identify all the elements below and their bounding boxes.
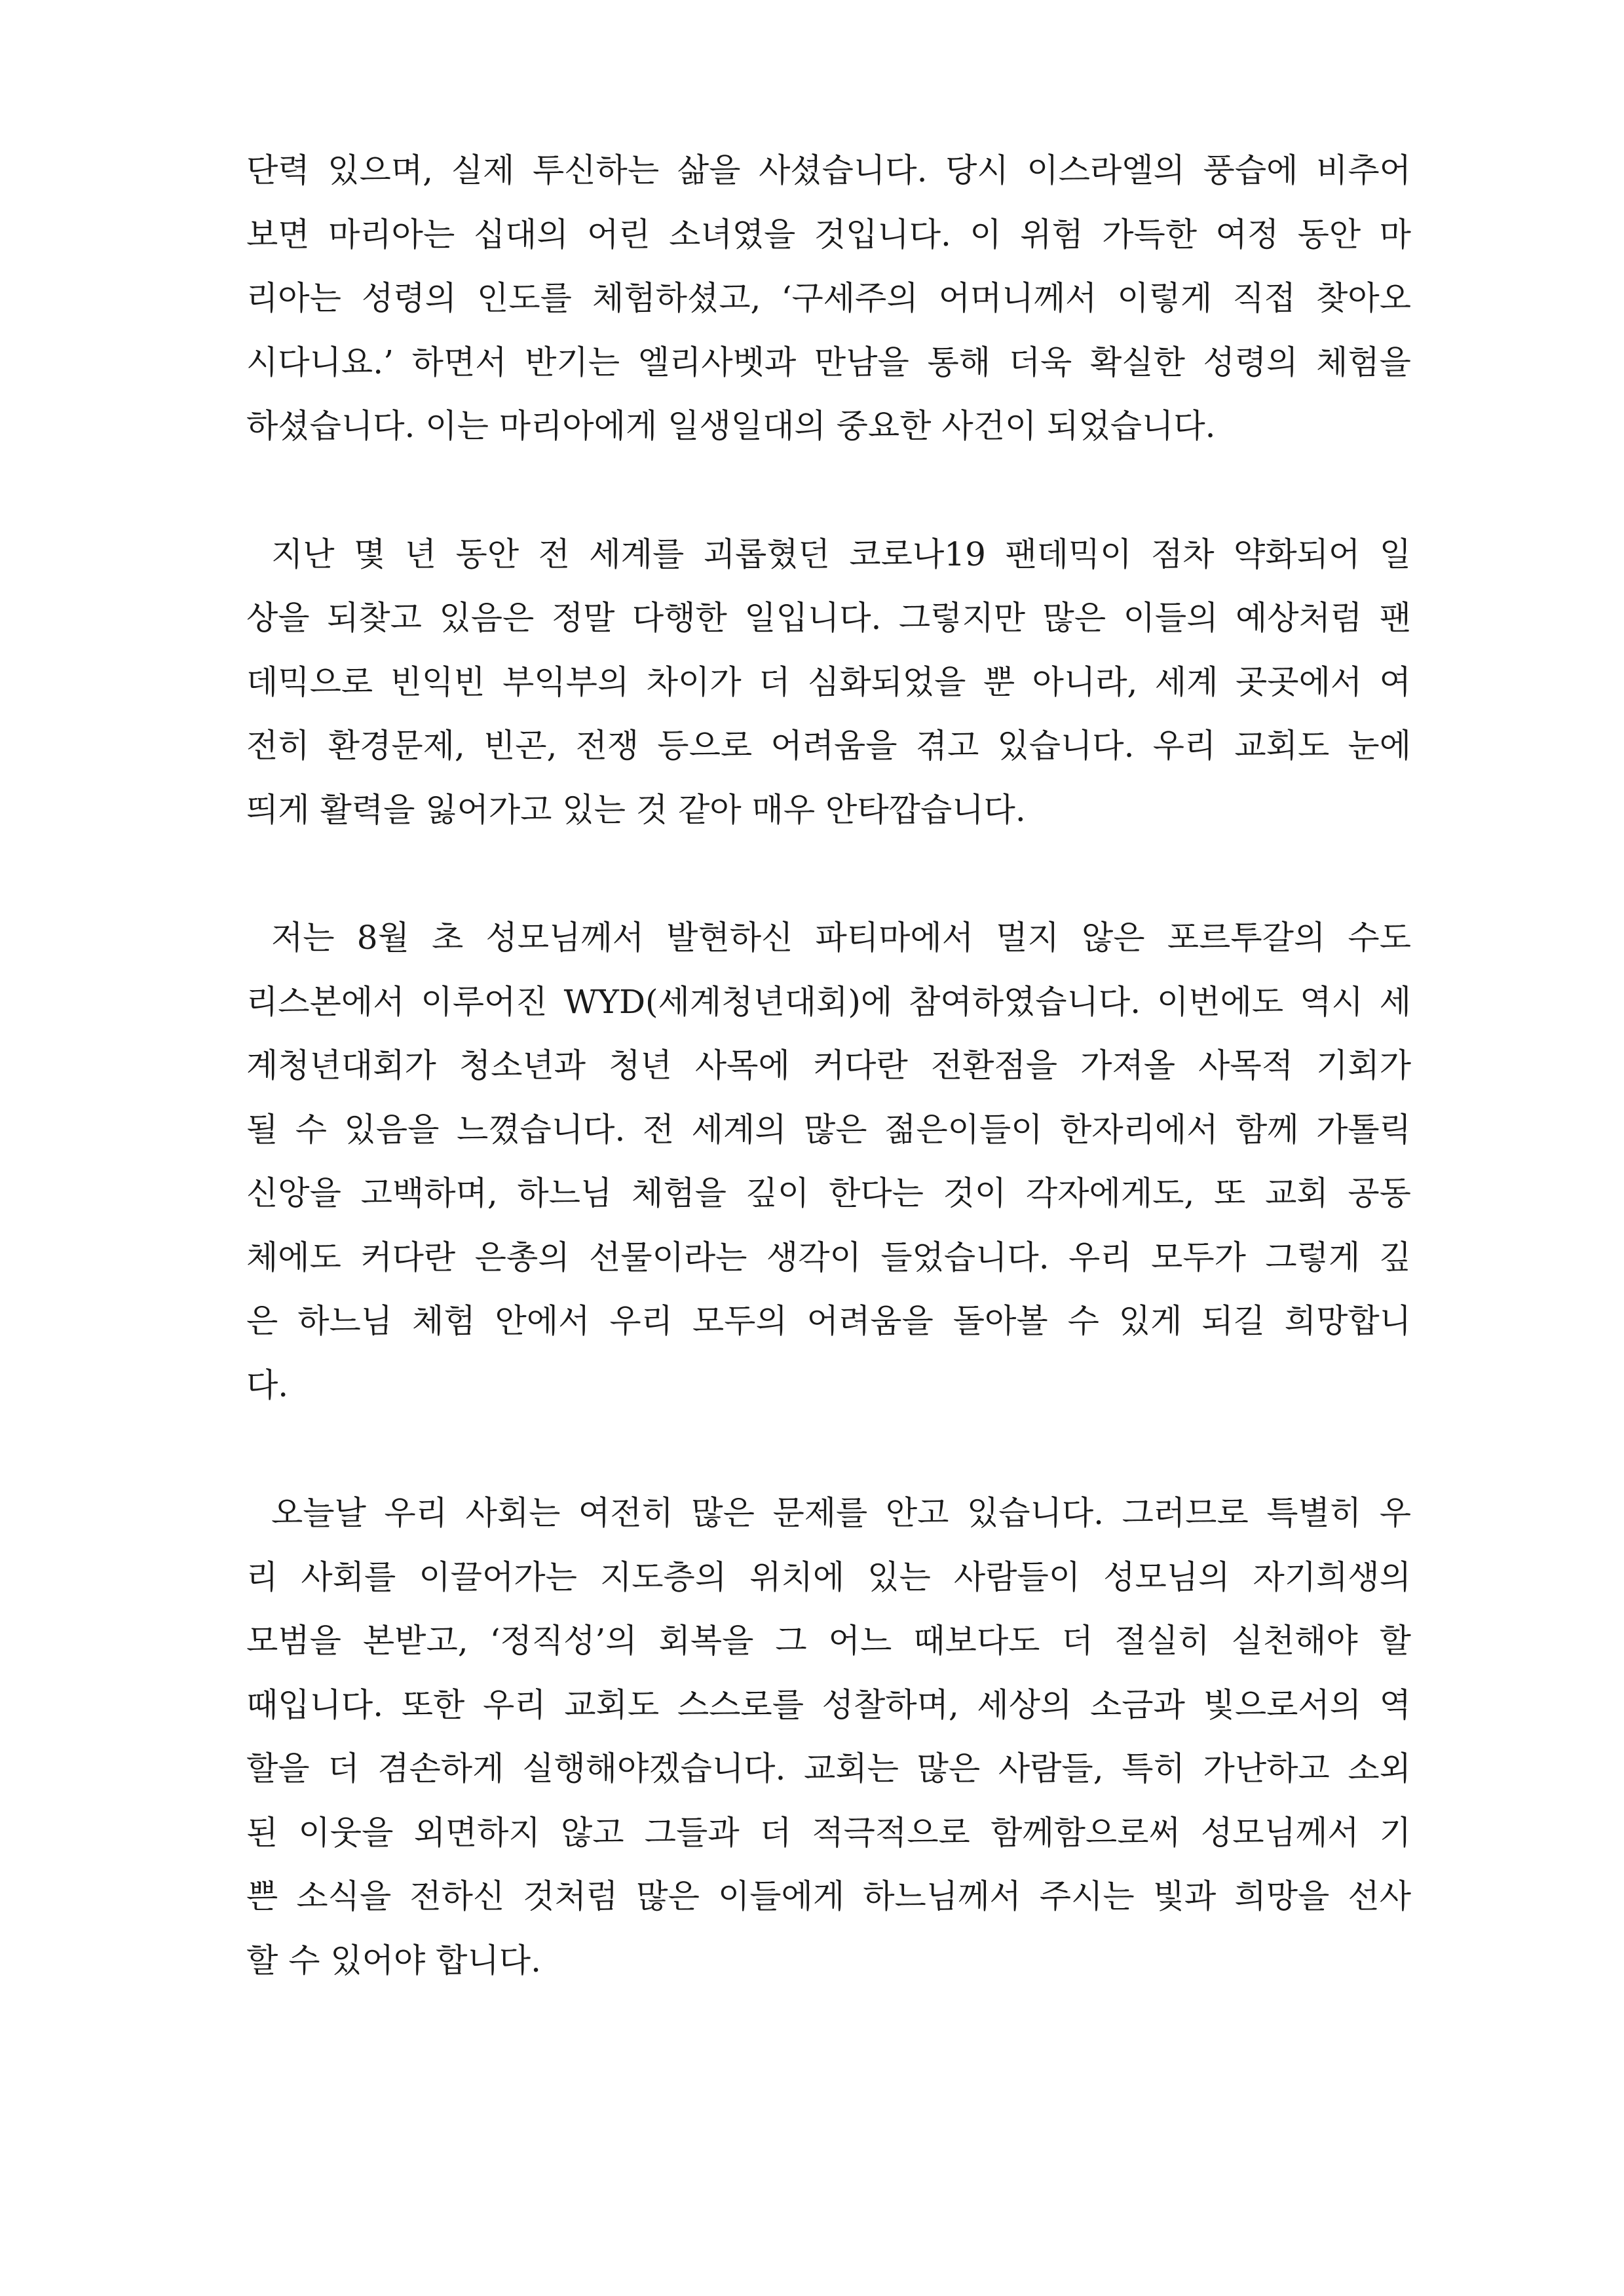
- text-line: 다.: [246, 1366, 289, 1404]
- document-body: [246, 139, 1411, 2057]
- text-line: 보면 마리아는 십대의 어린 소녀였을 것입니다. 이 위험 가득한 여정 동안 마: [246, 215, 1411, 254]
- text-line: 시다니요.’ 하면서 반기는 엘리사벳과 만남을 통해 더욱 확실한 성령의 체험을: [246, 343, 1411, 381]
- text-line: 계청년대회가 청소년과 청년 사목에 커다란 전환점을 가져올 사목적 기회가: [246, 1046, 1411, 1084]
- paragraph-3: [246, 906, 1411, 1417]
- text-line: 할을 더 겸손하게 실행해야겠습니다. 교회는 많은 사람들, 특히 가난하고 소외: [246, 1750, 1411, 1788]
- paragraph-2: [246, 523, 1411, 843]
- text-line: 단력 있으며, 실제 투신하는 삶을 사셨습니다. 당시 이스라엘의 풍습에 비추어: [246, 151, 1411, 189]
- text-line: 저는 8월 초 성모님께서 발현하신 파티마에서 멀지 않은 포르투갈의 수도: [271, 919, 1411, 957]
- text-line: 리 사회를 이끌어가는 지도층의 위치에 있는 사람들이 성모님의 자기희생의: [246, 1558, 1411, 1596]
- text-line: 지난 몇 년 동안 전 세계를 괴롭혔던 코로나19 팬데믹이 점차 약화되어 일: [271, 535, 1411, 573]
- paragraph-4: [246, 1482, 1411, 1993]
- text-line: 리스본에서 이루어진 WYD(세계청년대회)에 참여하였습니다. 이번에도 역시 세: [246, 982, 1411, 1021]
- text-line: 될 수 있음을 느꼈습니다. 전 세계의 많은 젊은이들이 한자리에서 함께 가톨릭: [246, 1110, 1411, 1149]
- text-line: 된 이웃을 외면하지 않고 그들과 더 적극적으로 함께함으로써 성모님께서 기: [246, 1813, 1411, 1852]
- text-line: 데믹으로 빈익빈 부익부의 차이가 더 심화되었을 뿐 아니라, 세계 곳곳에서 여: [246, 662, 1411, 701]
- text-line: 할 수 있어야 합니다.: [246, 1941, 541, 1980]
- text-line: 전히 환경문제, 빈곤, 전쟁 등으로 어려움을 겪고 있습니다. 우리 교회도 눈에: [246, 727, 1411, 765]
- text-line: 모범을 본받고, ‘정직성’의 회복을 그 어느 때보다도 더 절실히 실천해야 할: [246, 1622, 1411, 1660]
- text-line: 체에도 커다란 은총의 선물이라는 생각이 들었습니다. 우리 모두가 그렇게 깊: [246, 1238, 1412, 1276]
- text-line: 리아는 성령의 인도를 체험하셨고, ‘구세주의 어머니께서 이렇게 직접 찾아오: [246, 279, 1411, 317]
- text-line: 은 하느님 체험 안에서 우리 모두의 어려움을 돌아볼 수 있게 되길 희망합니: [246, 1302, 1411, 1340]
- text-line: 쁜 소식을 전하신 것처럼 많은 이들에게 하느님께서 주시는 빛과 희망을 선사: [246, 1877, 1411, 1915]
- text-line: 상을 되찾고 있음은 정말 다행한 일입니다. 그렇지만 많은 이들의 예상처럼 팬: [246, 599, 1411, 637]
- text-line: 신앙을 고백하며, 하느님 체험을 깊이 한다는 것이 각자에게도, 또 교회 공동: [246, 1174, 1411, 1212]
- text-line: 때입니다. 또한 우리 교회도 스스로를 성찰하며, 세상의 소금과 빛으로서의 역: [246, 1685, 1411, 1724]
- text-line: 하셨습니다. 이는 마리아에게 일생일대의 중요한 사건이 되었습니다.: [246, 407, 1216, 445]
- paragraph-1: [246, 139, 1411, 459]
- text-line: 띄게 활력을 잃어가고 있는 것 같아 매우 안타깝습니다.: [246, 790, 1026, 829]
- text-line: 오늘날 우리 사회는 여전히 많은 문제를 안고 있습니다. 그러므로 특별히 우: [271, 1494, 1411, 1532]
